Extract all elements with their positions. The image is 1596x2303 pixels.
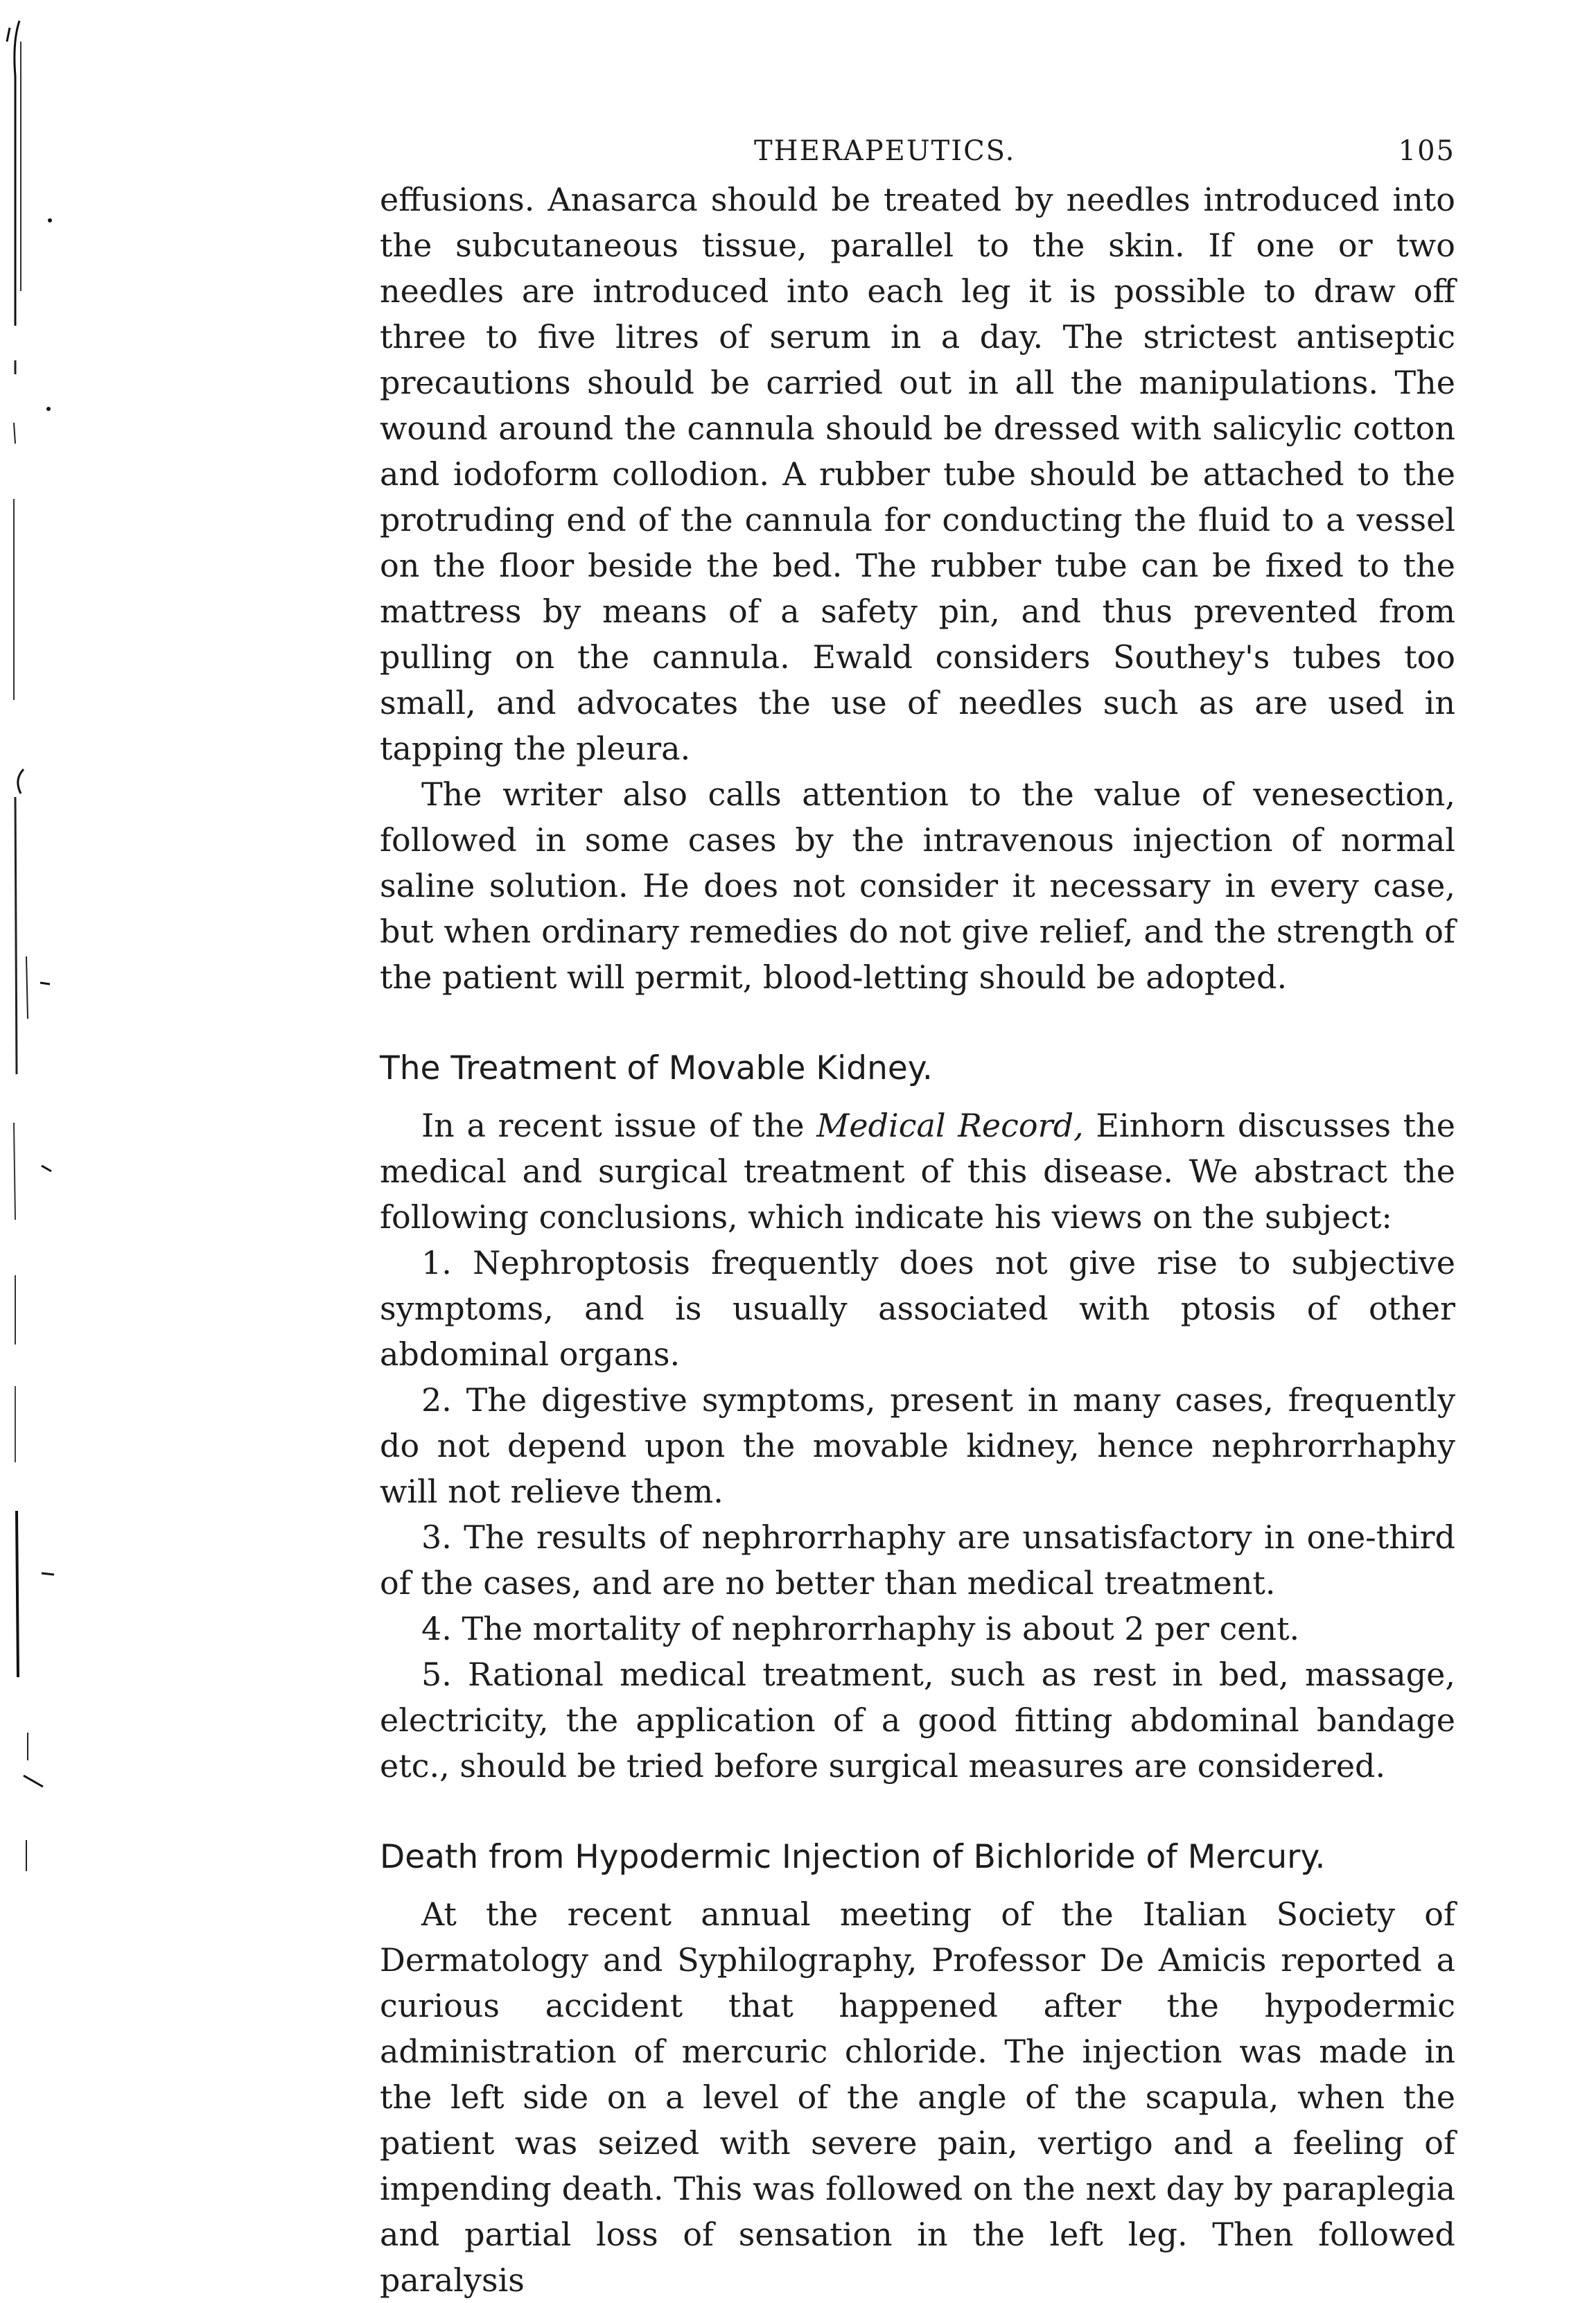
- binding-edge-marks: [0, 0, 62, 2214]
- running-head-title: THERAPEUTICS.: [754, 135, 1016, 167]
- section-heading-bichloride-death: Death from Hypodermic Injection of Bichloride of Mercury.: [380, 1838, 1326, 1876]
- kidney-conclusion-1: 1. Nephroptosis frequently does not give rise to subjective symptoms, and is usually associated with ptosis of other abdominal organs.: [380, 1244, 1455, 1373]
- kidney-intro-paragraph: [380, 1103, 1455, 1240]
- kidney-conclusion-2: 2. The digestive symptoms, present in many cases, frequently do not depend upon the movable kidney, hence nephrorrhaphy will not relieve them.: [380, 1381, 1455, 1510]
- intro-paragraph-venesection: The writer also calls attention to the value of venesection, followed in some cases by the intravenous injection of normal saline solution. He does not consider it necessary in every case, but when ordinary remedies do not give relief, and the strength of the patient will permit, blood-letting should be adopted.: [380, 776, 1455, 996]
- bichloride-paragraph: At the recent annual meeting of the Italian Society of Dermatology and Syphilography, Professor De Amicis reported a curious accident that happened after the hypodermic administration of mercuric chloride. The injection was made in the left side on a level of the angle of the scapula, when the patient was seized with severe pain, vertigo and a feeling of impending death. This was followed on the next day by paraplegia and partial loss of sensation in the left leg. Then followed paralysis: [380, 1895, 1455, 2299]
- running-head: [380, 128, 1455, 177]
- page-number: 105: [1398, 135, 1455, 167]
- kidney-conclusion-3: 3. The results of nephrorrhaphy are unsatisfactory in one-third of the cases, and are no better than medical treatment.: [380, 1518, 1455, 1602]
- kidney-conclusion-5: 5. Rational medical treatment, such as rest in bed, massage, electricity, the application of a good fitting abdominal bandage etc., should be tried before surgical measures are considered.: [380, 1656, 1455, 1785]
- kidney-intro-before: In a recent issue of the: [421, 1107, 817, 1144]
- section-heading-movable-kidney: The Treatment of Movable Kidney.: [380, 1049, 933, 1087]
- kidney-conclusion-4: 4. The mortality of nephrorrhaphy is about 2 per cent.: [421, 1610, 1300, 1647]
- kidney-intro-after: Einhorn discusses the medical and surgical treatment of this disease. We abstract the following conclusions, which indicate his views on the subject:: [380, 1107, 1456, 1236]
- journal-title: Medical Record,: [816, 1107, 1084, 1144]
- book-page: [380, 128, 1455, 2303]
- intro-paragraph-continued: effusions. Anasarca should be treated by needles introduced into the subcutaneous tissue, parallel to the skin. If one or two needles are introduced into each leg it is possible to draw off three to five litres of serum in a day. The strictest antiseptic precautions should be carried out in all the manipulations. The wound around the cannula should be dressed with salicylic cotton and iodoform collodion. A rubber tube should be attached to the protruding end of the cannula for conducting the fluid to a vessel on the floor beside the bed. The rubber tube can be fixed to the mattress by means of a safety pin, and thus prevented from pulling on the cannula. Ewald considers Southey's tubes too small, and advocates the use of needles such as are used in tapping the pleura.: [380, 181, 1455, 767]
